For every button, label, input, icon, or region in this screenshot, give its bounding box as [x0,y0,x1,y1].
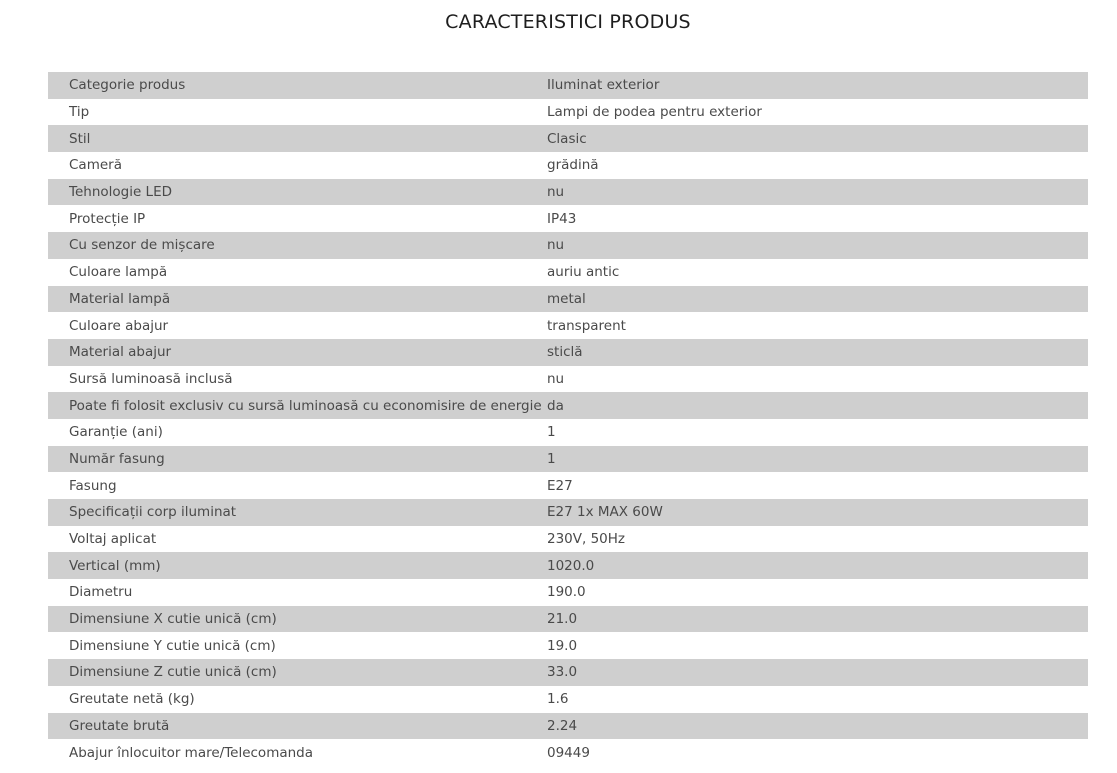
spec-label: Protecție IP [69,210,146,227]
spec-value: da [547,397,564,414]
spec-value: Iluminat exterior [547,77,660,94]
spec-label: Material abajur [69,344,172,361]
spec-label: Diametru [69,584,133,601]
spec-value: E27 [547,477,573,494]
spec-row [48,259,1088,286]
spec-value: nu [547,370,565,387]
spec-row [48,125,1088,152]
spec-row [48,205,1088,232]
spec-row [48,499,1088,526]
spec-label: Voltaj aplicat [69,531,157,548]
spec-value: metal [547,290,586,307]
spec-label: Material lampă [69,290,171,307]
spec-row [48,366,1088,393]
spec-row [48,713,1088,740]
spec-row [48,392,1088,419]
spec-value: transparent [547,317,626,334]
spec-value: 1.6 [547,691,569,708]
spec-label: Abajur înlocuitor mare/Telecomanda [69,744,314,761]
spec-row [48,99,1088,126]
spec-label: Tip [69,104,90,121]
spec-label: Cameră [69,157,122,174]
spec-label: Dimensiune Y cutie unică (cm) [69,637,276,654]
spec-value: nu [547,184,565,201]
spec-row [48,686,1088,713]
spec-row [48,286,1088,313]
spec-row [48,552,1088,579]
spec-value: 1 [547,450,556,467]
spec-row [48,606,1088,633]
spec-label: Cu senzor de mișcare [69,237,215,254]
spec-row [48,232,1088,259]
spec-value: auriu antic [547,264,620,281]
spec-value: Lampi de podea pentru exterior [547,104,762,121]
spec-row [48,472,1088,499]
spec-label: Greutate brută [69,717,170,734]
spec-row [48,739,1088,766]
spec-label: Poate fi folosit exclusiv cu sursă luminoasă cu economisire de energie [69,397,542,414]
specs-table [48,72,1088,766]
spec-value: 1020.0 [547,557,595,574]
spec-row [48,526,1088,553]
spec-value: E27 1x MAX 60W [547,504,663,521]
spec-value: IP43 [547,210,577,227]
spec-value: 19.0 [547,637,578,654]
spec-value: nu [547,237,565,254]
spec-label: Culoare lampă [69,264,168,281]
spec-label: Garanție (ani) [69,424,163,441]
spec-value: 1 [547,424,556,441]
spec-label: Greutate netă (kg) [69,691,195,708]
spec-value: 2.24 [547,717,578,734]
spec-label: Dimensiune X cutie unică (cm) [69,611,277,628]
spec-label: Tehnologie LED [69,184,173,201]
spec-value: 21.0 [547,611,578,628]
spec-value: 190.0 [547,584,586,601]
spec-row [48,659,1088,686]
spec-label: Stil [69,130,91,147]
spec-label: Dimensiune Z cutie unică (cm) [69,664,277,681]
spec-value: grădină [547,157,599,174]
spec-row [48,419,1088,446]
spec-label: Sursă luminoasă inclusă [69,370,233,387]
spec-label: Vertical (mm) [69,557,161,574]
spec-row [48,72,1088,99]
spec-row [48,339,1088,366]
spec-value: sticlă [547,344,583,361]
spec-value: Clasic [547,130,587,147]
spec-row [48,632,1088,659]
spec-label: Fasung [69,477,117,494]
spec-label: Număr fasung [69,450,165,467]
spec-value: 230V, 50Hz [547,531,626,548]
spec-row [48,312,1088,339]
spec-label: Culoare abajur [69,317,169,334]
spec-row [48,179,1088,206]
spec-row [48,152,1088,179]
spec-label: Categorie produs [69,77,186,94]
spec-row [48,579,1088,606]
spec-label: Specificații corp iluminat [69,504,237,521]
spec-value: 09449 [547,744,590,761]
section-title: CARACTERISTICI PRODUS [445,11,691,33]
spec-row [48,446,1088,473]
spec-value: 33.0 [547,664,578,681]
